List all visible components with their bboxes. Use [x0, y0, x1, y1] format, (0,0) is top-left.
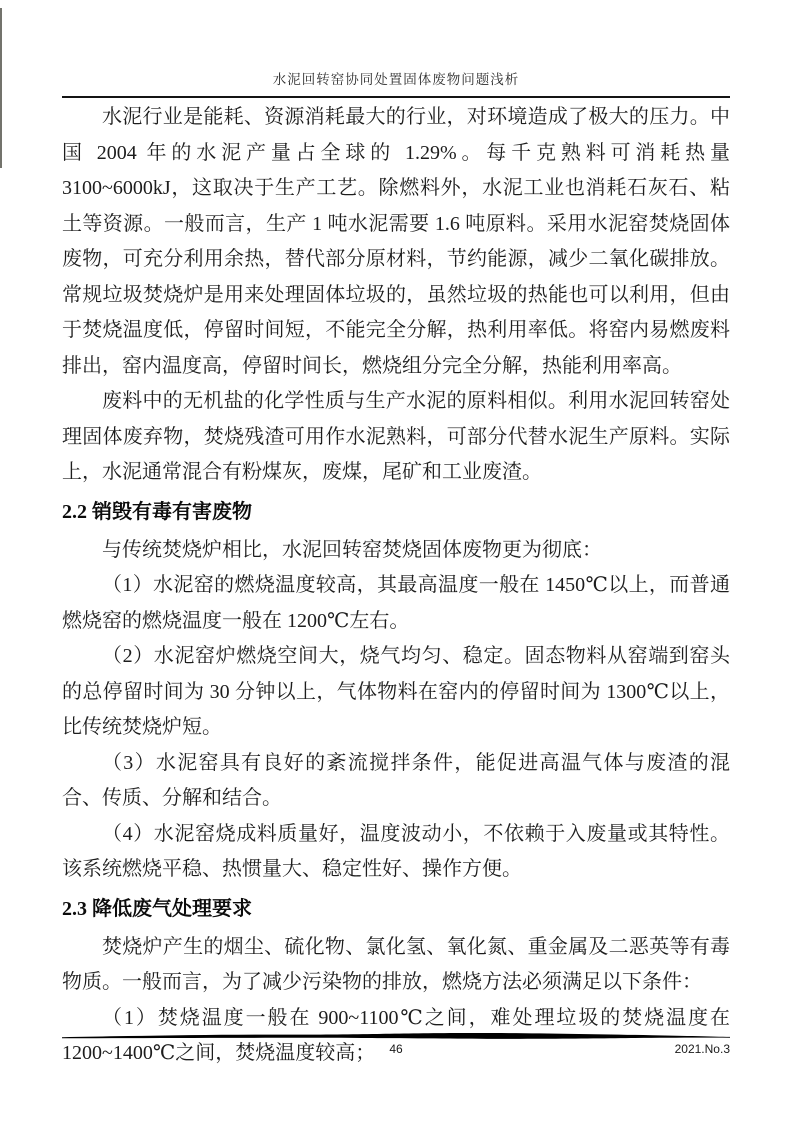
- header-rule: [62, 96, 730, 98]
- paragraph-point-2-space: （2）水泥窑炉燃烧空间大，烧气均匀、稳定。固态物料从窑端到窑头的总停留时间为 30 分钟以上，气体物料在窑内的停留时间为 1300℃以上，比传统焚烧炉短。: [62, 645, 730, 738]
- paragraph-comparison-lead: 与传统焚烧炉相比，水泥回转窑焚烧固体废物更为彻底：: [102, 538, 602, 561]
- page-footer: [62, 1031, 730, 1056]
- paragraph-point-1-temp: （1）水泥窑的燃烧温度较高，其最高温度一般在 1450℃以上，而普通燃烧窑的燃烧温度一般在 1200℃左右。: [62, 574, 730, 632]
- scan-edge-artifact: [0, 8, 2, 168]
- paragraph-pollutants: 焚烧炉产生的烟尘、硫化物、氯化氢、氧化氮、重金属及二恶英等有毒物质。一般而言，为了减少污染物的排放，燃烧方法必须满足以下条件：: [62, 935, 730, 993]
- footer-decorative-rule: [62, 1031, 730, 1041]
- paragraph-point-3-mixing: （3）水泥窑具有良好的紊流搅拌条件，能促进高温气体与废渣的混合、传质、分解和结合。: [62, 751, 730, 809]
- paragraph-condition-1: （1）焚烧温度一般在 900~1100℃之间，难处理垃圾的焚烧温度在 1200~1400℃之间，焚烧温度较高；: [62, 1006, 730, 1064]
- article-body: [62, 100, 730, 1072]
- running-header-title: 水泥回转窑协同处置固体废物问题浅析: [272, 72, 520, 87]
- section-heading-2-2: 2.2 销毁有毒有害废物: [62, 500, 252, 523]
- paragraph-waste-similarity: 废料中的无机盐的化学性质与生产水泥的原料相似。利用水泥回转窑处理固体废弃物，焚烧残渣可用作水泥熟料，可部分代替水泥生产原料。实际上，水泥通常混合有粉煤灰，废煤，尾矿和工业废渣。: [62, 390, 730, 483]
- issue-label: 2021.No.3: [674, 1042, 730, 1056]
- paragraph-intro-energy: 水泥行业是能耗、资源消耗最大的行业，对环境造成了极大的压力。中国 2004 年的水泥产量占全球的 1.29%。每千克熟料可消耗热量 3100~6000kJ，这取决于生产工艺。除燃料外，水泥工业也消耗石灰石、粘土等资源。一般而言，生产 1 吨水泥需要 1.6 吨原料。采用水泥窑焚烧固体废物，可充分利用余热，替代部分原材料，节约能源，减少二氧化碳排放。常规垃圾焚烧炉是用来处理固体垃圾的，虽然垃圾的热能也可以利用，但由于焚烧温度低，停留时间短，不能完全分解，热利用率低。将窑内易燃废料排出，窑内温度高，停留时间长，燃烧组分完全分解，热能利用率高。: [62, 106, 730, 377]
- page-number: 46: [389, 1042, 403, 1056]
- section-heading-2-3: 2.3 降低废气处理要求: [62, 897, 252, 920]
- paragraph-point-4-quality: （4）水泥窑烧成料质量好，温度波动小，不依赖于入废量或其特性。该系统燃烧平稳、热惯量大、稳定性好、操作方便。: [62, 822, 730, 880]
